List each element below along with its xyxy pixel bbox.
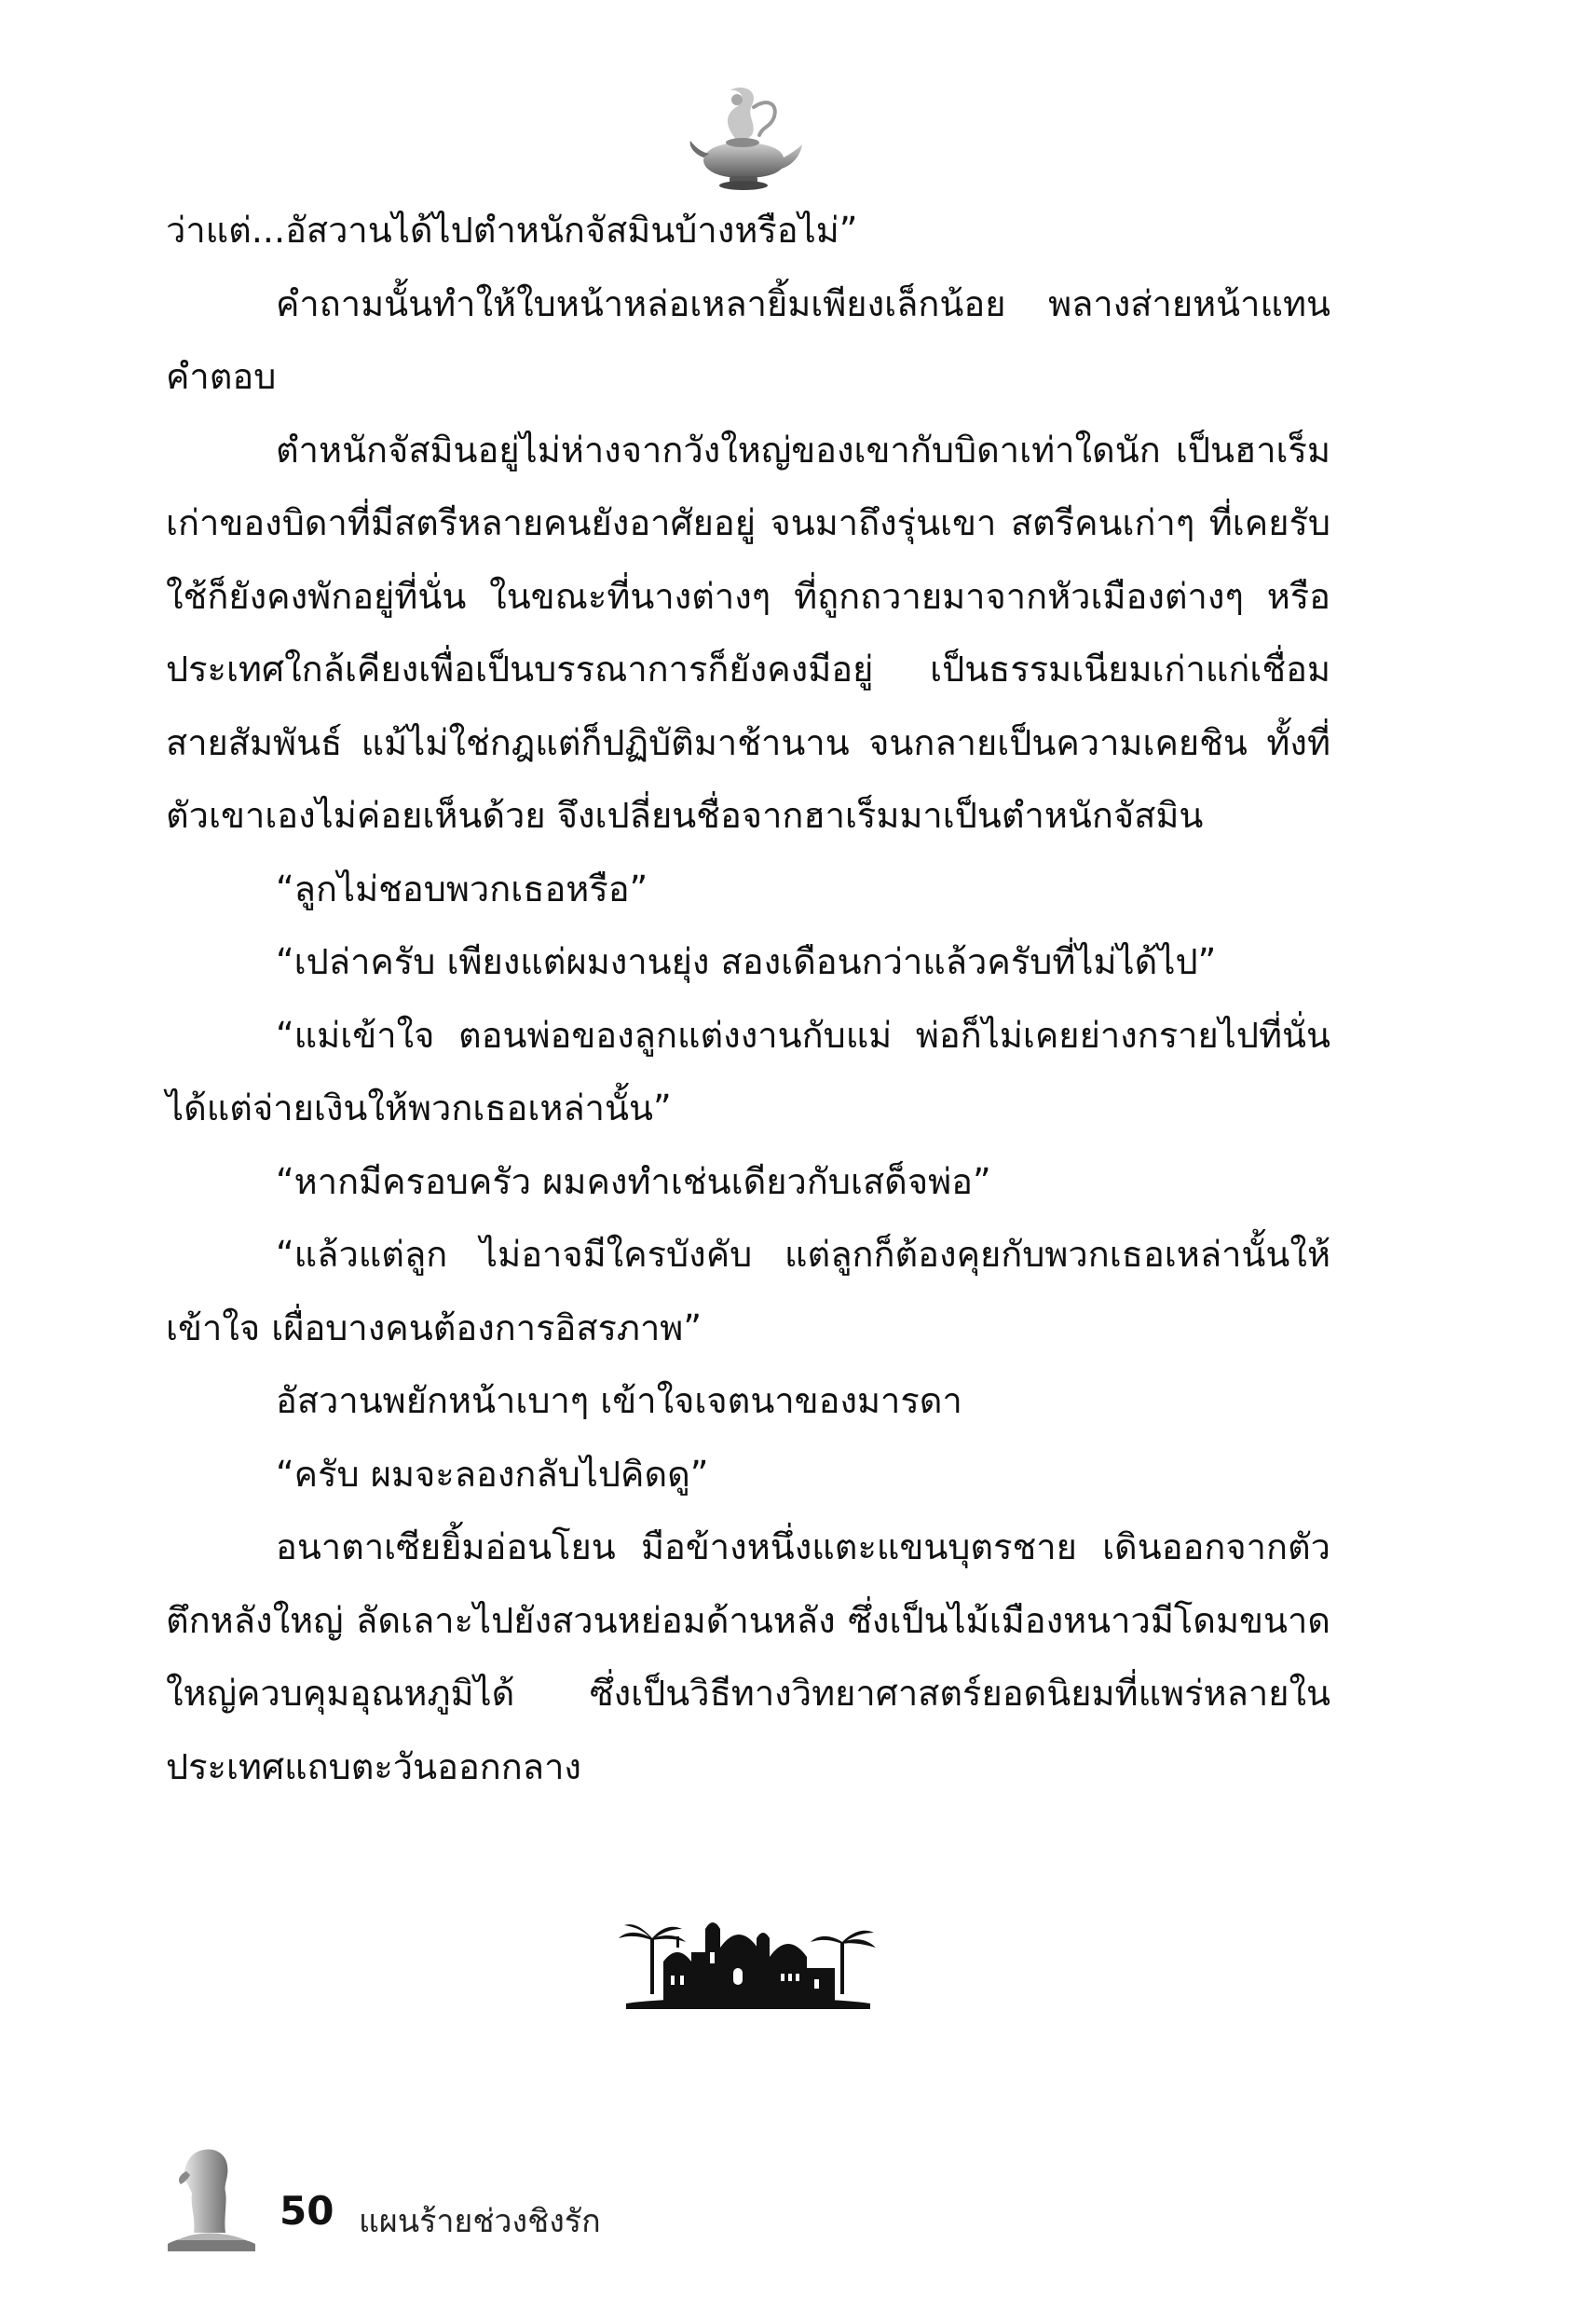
genie-lamp-icon xyxy=(685,79,806,191)
arabian-city-skyline-icon xyxy=(617,1910,878,2013)
body-text xyxy=(166,194,1330,1803)
paragraph: “ครับ ผมจะลองกลับไปคิดดู” xyxy=(276,1453,709,1495)
paragraph: “แล้วแต่ลูก ไม่อาจมีใครบังคับ แต่ลูกก็ต้องคุยกับพวกเธอเหล่านั้นให้เข้าใจ เผื่อบางคนต้องการอิสรภาพ” xyxy=(166,1234,1330,1348)
paragraph: อนาตาเซียยิ้มอ่อนโยน มือข้างหนึ่งแตะแขนบุตรชาย เดินออกจากตัวตึกหลังใหญ่ ลัดเลาะไปยังสวนหย่อมด้านหลัง ซึ่งเป็นไม้เมืองหนาวมีโดมขนาดใหญ่ควบคุมอุณหภูมิได้ ซึ่งเป็นวิธีทางวิทยาศาสตร์ยอดนิยมที่แพร่หลายในประเทศแถบตะวันออกกลาง xyxy=(166,1526,1330,1787)
paragraph: คำถามนั้นทำให้ใบหน้าหล่อเหลายิ้มเพียงเล็กน้อย พลางส่ายหน้าแทนคำตอบ xyxy=(166,282,1330,397)
paragraph: ว่าแต่...อัสวานได้ไปตำหนักจัสมินบ้างหรือไม่” xyxy=(166,210,858,251)
page-number: 50 xyxy=(280,2188,334,2234)
paragraph: “หากมีครอบครัว ผมคงทำเช่นเดียวกับเสด็จพ่อ” xyxy=(276,1160,991,1202)
paragraph: “แม่เข้าใจ ตอนพ่อของลูกแต่งงานกับแม่ พ่อก็ไม่เคยย่างกรายไปที่นั่น ได้แต่จ่ายเงินให้พวกเธอเหล่านั้น” xyxy=(166,1014,1330,1128)
merlion-statue-icon xyxy=(158,2143,261,2255)
paragraph: ตำหนักจัสมินอยู่ไม่ห่างจากวังใหญ่ของเขากับบิดาเท่าใดนัก เป็นฮาเร็มเก่าของบิดาที่มีสตรีหลายคนยังอาศัยอยู่ จนมาถึงรุ่นเขา สตรีคนเก่าๆ ที่เคยรับใช้ก็ยังคงพักอยู่ที่นั่น ในขณะที่นางต่างๆ ที่ถูกถวายมาจากหัวเมืองต่างๆ หรือประเทศใกล้เคียงเพื่อเป็นบรรณาการก็ยังคงมีอยู่ เป็นธรรมเนียมเก่าแก่เชื่อมสายสัมพันธ์ แม้ไม่ใช่กฎแต่ก็ปฏิบัติมาช้านาน จนกลายเป็นความเคยชิน ทั้งที่ตัวเขาเองไม่ค่อยเห็นด้วย จึงเปลี่ยนชื่อจากฮาเร็มมาเป็นตำหนักจัสมิน xyxy=(166,429,1330,836)
page-footer xyxy=(158,2143,811,2255)
paragraph: “เปล่าครับ เพียงแต่ผมงานยุ่ง สองเดือนกว่าแล้วครับที่ไม่ได้ไป” xyxy=(276,941,1217,982)
paragraph: อัสวานพยักหน้าเบาๆ เข้าใจเจตนาของมารดา xyxy=(276,1380,962,1421)
paragraph: “ลูกไม่ชอบพวกเธอหรือ” xyxy=(276,868,648,909)
book-title: แผนร้ายช่วงชิงรัก xyxy=(359,2203,601,2240)
